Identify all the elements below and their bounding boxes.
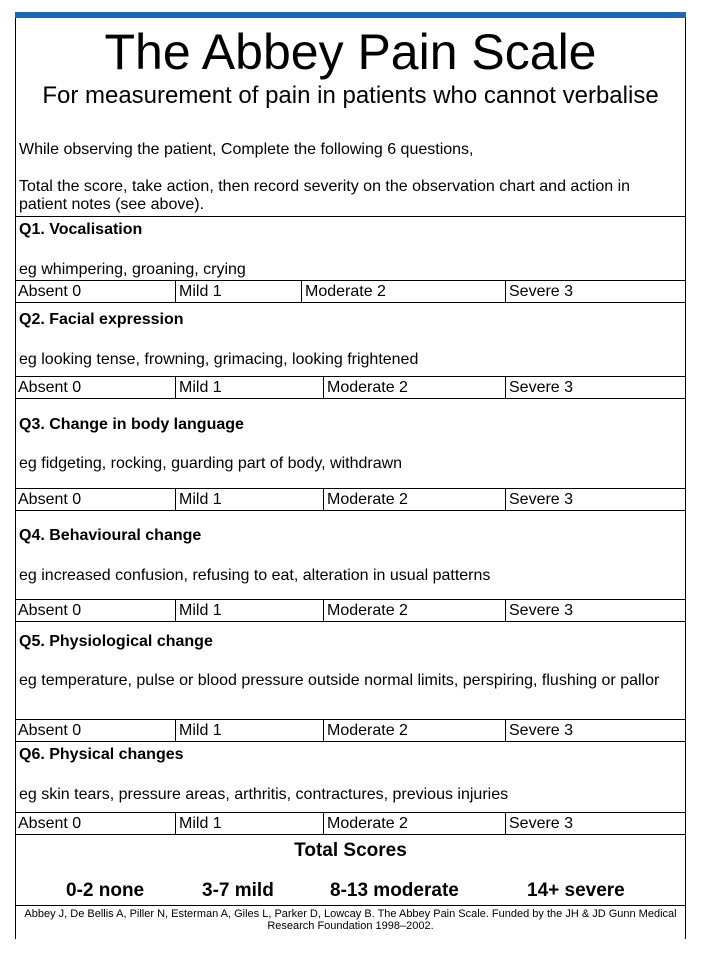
reference-citation: Abbey J, De Bellis A, Piller N, Esterman A, Giles L, Parker D, Lowcay B. The Abbey Pain Scale. Funded by the JH & JD Gunn Medical Research Foundation 1998–2002. (24, 908, 677, 932)
score-mild-option[interactable]: Mild 1 (175, 377, 323, 398)
question-5-title: Q5. Physiological change (19, 633, 213, 650)
score-mild-option[interactable]: Mild 1 (175, 720, 323, 741)
score-severe-option[interactable]: Severe 3 (505, 281, 686, 302)
score-moderate-option[interactable]: Moderate 2 (323, 813, 505, 834)
question-1-example: eg whimpering, groaning, crying (19, 261, 246, 278)
question-3-example: eg fidgeting, rocking, guarding part of body, withdrawn (19, 455, 403, 472)
question-1-score-row (15, 280, 686, 303)
score-mild-option[interactable]: Mild 1 (175, 813, 323, 834)
score-severe-option[interactable]: Severe 3 (505, 489, 686, 510)
score-mild-option[interactable]: Mild 1 (175, 281, 301, 302)
total-scores-heading: Total Scores (294, 840, 407, 861)
question-3-score-row (15, 488, 686, 511)
question-5-score-row (15, 719, 686, 742)
question-5-example: eg temperature, pulse or blood pressure outside normal limits, perspiring, flushing or pallor (19, 672, 660, 689)
severity-moderate-label: 8-13 moderate (330, 880, 459, 901)
score-absent-option[interactable]: Absent 0 (18, 602, 82, 619)
question-1-title: Q1. Vocalisation (19, 221, 143, 238)
question-2-title: Q2. Facial expression (19, 311, 184, 328)
score-severe-option[interactable]: Severe 3 (505, 600, 686, 621)
question-4-title: Q4. Behavioural change (19, 527, 202, 544)
score-severe-option[interactable]: Severe 3 (505, 377, 686, 398)
score-severe-option[interactable]: Severe 3 (505, 720, 686, 741)
divider (15, 216, 686, 217)
instruction-line-1: While observing the patient, Complete the following 6 questions, (19, 141, 474, 158)
question-4-example: eg increased confusion, refusing to eat, alteration in usual patterns (19, 567, 491, 584)
score-moderate-option[interactable]: Moderate 2 (323, 377, 505, 398)
question-3-title: Q3. Change in body language (19, 416, 244, 433)
score-severe-option[interactable]: Severe 3 (505, 813, 686, 834)
score-absent-option[interactable]: Absent 0 (18, 379, 82, 396)
score-moderate-option[interactable]: Moderate 2 (323, 489, 505, 510)
question-4-score-row (15, 599, 686, 622)
question-2-score-row (15, 376, 686, 399)
score-moderate-option[interactable]: Moderate 2 (323, 600, 505, 621)
question-6-example: eg skin tears, pressure areas, arthritis, contractures, previous injuries (19, 786, 509, 803)
form-subtitle: For measurement of pain in patients who cannot verbalise (42, 82, 659, 109)
pain-scale-form (15, 12, 686, 939)
score-mild-option[interactable]: Mild 1 (175, 600, 323, 621)
score-absent-option[interactable]: Absent 0 (18, 815, 82, 832)
instruction-line-2: Total the score, take action, then record severity on the observation chart and action in patient notes (see above). (19, 178, 631, 213)
form-title: The Abbey Pain Scale (104, 24, 597, 80)
question-2-example: eg looking tense, frowning, grimacing, looking frightened (19, 351, 419, 368)
score-mild-option[interactable]: Mild 1 (175, 489, 323, 510)
divider (15, 905, 686, 906)
severity-none-label: 0-2 none (66, 880, 145, 901)
question-6-score-row (15, 812, 686, 835)
score-absent-option[interactable]: Absent 0 (18, 283, 82, 300)
severity-severe-label: 14+ severe (527, 880, 625, 901)
score-moderate-option[interactable]: Moderate 2 (301, 281, 505, 302)
score-absent-option[interactable]: Absent 0 (18, 722, 82, 739)
score-moderate-option[interactable]: Moderate 2 (323, 720, 505, 741)
score-absent-option[interactable]: Absent 0 (18, 491, 82, 508)
severity-mild-label: 3-7 mild (202, 880, 274, 901)
question-6-title: Q6. Physical changes (19, 746, 184, 763)
